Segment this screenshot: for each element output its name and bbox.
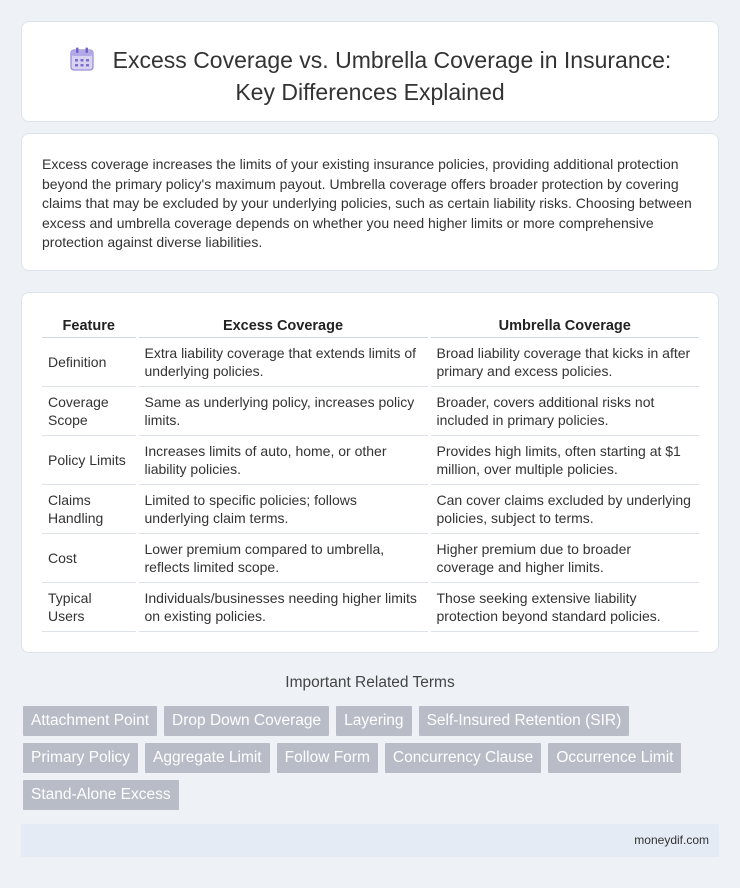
row-umbrella: Provides high limits, often starting at $1 million, over multiple policies. — [429, 435, 699, 484]
header-feature: Feature — [42, 315, 137, 337]
row-excess: Lower premium compared to umbrella, reflects limited scope. — [137, 533, 429, 582]
row-umbrella: Can cover claims excluded by underlying policies, subject to terms. — [429, 484, 699, 533]
table-row — [42, 386, 699, 435]
table-header-row — [42, 315, 699, 337]
row-excess: Increases limits of auto, home, or other liability policies. — [137, 435, 429, 484]
row-umbrella: Higher premium due to broader coverage and higher limits. — [429, 533, 699, 582]
row-feature: Cost — [42, 533, 137, 582]
tag-follow-form[interactable]: Follow Form — [277, 743, 378, 773]
footer-site: moneydif.com — [634, 833, 709, 847]
row-umbrella: Broad liability coverage that kicks in after primary and excess policies. — [429, 337, 699, 386]
row-umbrella: Those seeking extensive liability protection beyond standard policies. — [429, 582, 699, 631]
tag-concurrency-clause[interactable]: Concurrency Clause — [385, 743, 541, 773]
title-card — [21, 21, 719, 122]
header-umbrella: Umbrella Coverage — [429, 315, 699, 337]
row-feature: Claims Handling — [42, 484, 137, 533]
tag-self-insured-retention[interactable]: Self-Insured Retention (SIR) — [419, 706, 630, 736]
row-excess: Limited to specific policies; follows underlying claim terms. — [137, 484, 429, 533]
intro-card — [21, 133, 719, 271]
row-excess: Same as underlying policy, increases policy limits. — [137, 386, 429, 435]
table-row — [42, 533, 699, 582]
comparison-card — [21, 292, 719, 653]
row-excess: Extra liability coverage that extends limits of underlying policies. — [137, 337, 429, 386]
table-row — [42, 337, 699, 386]
table-row — [42, 582, 699, 631]
page-title — [62, 46, 678, 106]
calendar-icon — [69, 46, 95, 78]
table-row — [42, 435, 699, 484]
tag-aggregate-limit[interactable]: Aggregate Limit — [145, 743, 270, 773]
related-terms-list — [23, 706, 723, 810]
table-row — [42, 484, 699, 533]
tag-attachment-point[interactable]: Attachment Point — [23, 706, 157, 736]
page-title-text: Excess Coverage vs. Umbrella Coverage in Insurance: Key Differences Explained — [112, 47, 672, 105]
tag-layering[interactable]: Layering — [336, 706, 411, 736]
tag-drop-down-coverage[interactable]: Drop Down Coverage — [164, 706, 329, 736]
tag-stand-alone-excess[interactable]: Stand-Alone Excess — [23, 780, 179, 810]
related-terms-heading: Important Related Terms — [285, 674, 455, 691]
tag-primary-policy[interactable]: Primary Policy — [23, 743, 138, 773]
header-excess: Excess Coverage — [137, 315, 429, 337]
footer — [21, 824, 719, 857]
row-feature: Policy Limits — [42, 435, 137, 484]
row-umbrella: Broader, covers additional risks not included in primary policies. — [429, 386, 699, 435]
tag-occurrence-limit[interactable]: Occurrence Limit — [548, 743, 681, 773]
intro-paragraph: Excess coverage increases the limits of your existing insurance policies, providing additional protection beyond the primary policy's maximum payout. Umbrella coverage offers broader protection by covering claims that may be excluded by your underlying policies, such as certain liability risks. Choosing between excess and umbrella coverage depends on whether you need higher limits or more comprehensive protection against diverse liabilities. — [42, 156, 692, 251]
row-feature: Definition — [42, 337, 137, 386]
row-feature: Coverage Scope — [42, 386, 137, 435]
row-feature: Typical Users — [42, 582, 137, 631]
row-excess: Individuals/businesses needing higher limits on existing policies. — [137, 582, 429, 631]
comparison-table — [42, 315, 699, 632]
